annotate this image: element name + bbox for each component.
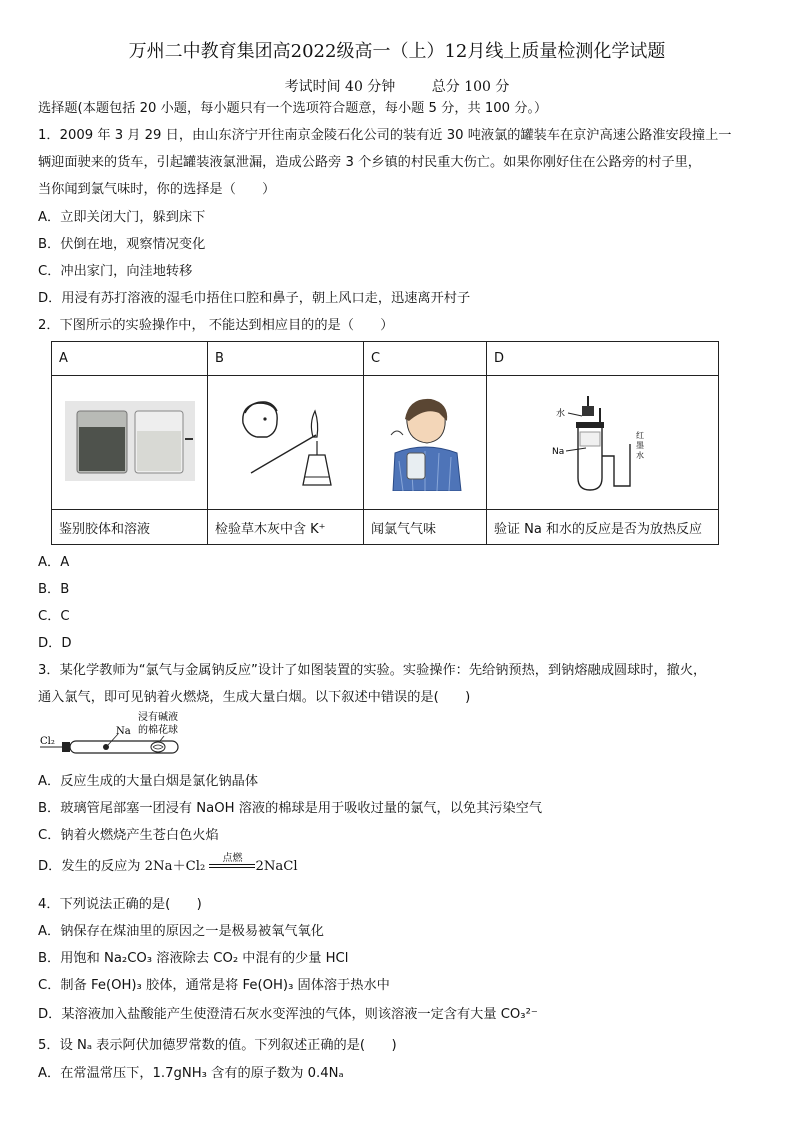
q2-caption-a: 鉴别胶体和溶液 [52,510,208,545]
q4-stem: 4．下列说法正确的是( ) [38,897,202,912]
q5-stem: 5．设 Nₐ 表示阿伏加德罗常数的值。下列叙述正确的是( ) [38,1038,397,1053]
q1-stem-line-1: 1．2009 年 3 月 29 日，由山东济宁开往南京金陵石化公司的装有近 30 吨液氯的罐装车在京沪高速公路淮安段撞上一 [38,128,732,143]
sodium-water-apparatus-icon [548,386,658,496]
q3-stem-line-2: 通入氯气，即可见钠着火燃烧，生成大量白烟。以下叙述中错误的是( ) [38,690,471,705]
chlorine-sodium-apparatus-icon [38,710,198,760]
label-red: 红 [635,430,644,440]
q2-figure-a [52,376,208,510]
label-sodium: Na [551,446,564,457]
q2-option-c[interactable]: C．C [38,609,70,624]
q4-option-d[interactable]: D．某溶液加入盐酸能产生使澄清石灰水变浑浊的气体，则该溶液一定含有大量 CO₃²⁻ [38,1007,538,1022]
q1-option-c[interactable]: C．冲出家门，向洼地转移 [38,264,193,279]
q1-stem-line-3: 当你闻到氯气味时，你的选择是（ ） [38,182,276,197]
exam-time: 考试时间 40 分钟 [284,79,396,95]
q1-option-d[interactable]: D．用浸有苏打溶液的湿毛巾捂住口腔和鼻子，朝上风口走，迅速离开村子 [38,291,471,306]
q3-option-c[interactable]: C．钠着火燃烧产生苍白色火焰 [38,828,219,843]
q4-option-a[interactable]: A．钠保存在煤油里的原因之一是极易被氧气氧化 [38,924,324,939]
q4-option-c[interactable]: C．制备 Fe(OH)₃ 胶体，通常是将 Fe(OH)₃ 固体溶于热水中 [38,978,390,993]
equation-lhs: 2Na＋Cl₂ [144,859,206,874]
q2-figure-b [208,376,364,510]
q3-stem-line-1: 3．某化学教师为“氯气与金属钠反应”设计了如图装置的实验。实验操作：先给钠预热，到钠熔融成圆球时，撤火， [38,663,707,678]
q3-option-d-prefix: D．发生的反应为 [38,859,145,874]
reaction-arrow [209,853,255,874]
q2-stem: 2．下图所示的实验操作中， 不能达到相应目的的是（ ） [38,318,394,333]
reaction-condition: 点燃 [222,853,243,864]
q2-caption-d: 验证 Na 和水的反应是否为放热反应 [487,510,719,545]
q2-option-b[interactable]: B．B [38,582,70,597]
flame-test-person-icon [221,393,351,488]
q3-option-a[interactable]: A．反应生成的大量白烟是氯化钠晶体 [38,774,259,789]
q2-figure-d [487,376,719,510]
label-water-2: 水 [635,450,644,460]
smell-gas-boy-icon [375,391,475,491]
label-ink: 墨 [635,440,644,450]
label-na: Na [116,726,131,737]
q2-option-d[interactable]: D．D [38,636,72,651]
exam-score: 总分 100 分 [431,79,510,95]
q4-option-b[interactable]: B．用饱和 Na₂CO₃ 溶液除去 CO₂ 中混有的少量 HCl [38,951,349,966]
section-instruction: 选择题(本题包括 20 小题，每小题只有一个选项符合题意，每小题 5 分，共 100 分。） [38,101,548,116]
q1-option-a[interactable]: A．立即关闭大门，躲到床下 [38,210,206,225]
q2-header-b: B [208,342,364,376]
label-water: 水 [555,408,565,419]
q2-header-d: D [487,342,719,376]
q1-stem-line-2: 辆迎面驶来的货车，引起罐装液氯泄漏，造成公路旁 3 个乡镇的村民重大伤亡。如果你刚好住在公路旁的村子里， [38,155,701,170]
equation-rhs: 2NaCl [255,859,298,874]
label-cotton-1: 浸有碱液 [138,712,178,723]
beakers-photo-icon [65,401,195,481]
q2-caption-b: 检验草木灰中含 K⁺ [208,510,364,545]
q2-caption-c: 闻氯气气味 [364,510,487,545]
q2-figure-c [364,376,487,510]
exam-info [0,76,794,96]
q2-option-a[interactable]: A．A [38,555,70,570]
label-cotton-2: 的棉花球 [138,725,178,736]
q3-option-d[interactable] [38,853,298,874]
q5-option-a[interactable]: A．在常温常压下，1.7gNH₃ 含有的原子数为 0.4Nₐ [38,1066,344,1081]
exam-title: 万州二中教育集团高2022级高一（上）12月线上质量检测化学试题 [128,41,666,62]
q1-option-b[interactable]: B．伏倒在地，观察情况变化 [38,237,206,252]
q2-header-a: A [52,342,208,376]
q2-options-table [51,341,719,545]
q2-header-c: C [364,342,487,376]
label-cl2: Cl₂ [40,736,55,747]
q3-option-b[interactable]: B．玻璃管尾部塞一团浸有 NaOH 溶液的棉球是用于吸收过量的氯气，以免其污染空气 [38,801,543,816]
